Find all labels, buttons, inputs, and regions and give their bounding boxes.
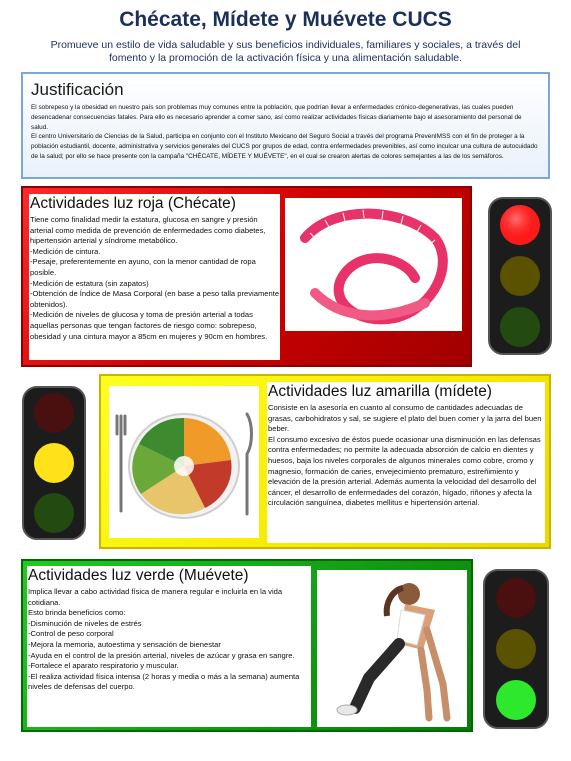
green-section-text: Implica llevar a cabo actividad física de manera regular e incluirla en la vida cotidiana. Esto brinda beneficios como: -Disminución de niveles de estrés -Control de peso corporal -Mejora la memoria, autoestima y sensación de bienestar -Ayuda en el control de la presión arterial, niveles de azúcar y grasa en sangre. -Fortalece el aparato respiratorio y muscular. -El realiza actividad física intensa (2 horas y media o más a la semana) aumenta niveles de defensas del cuerpo. bbox=[28, 587, 300, 692]
traffic-light-green-icon bbox=[482, 568, 550, 735]
exercise-woman-image bbox=[317, 570, 467, 727]
yellow-light-panel bbox=[99, 374, 551, 549]
green-section-title: Actividades luz verde (Muévete) bbox=[28, 567, 249, 584]
green-light-panel bbox=[21, 559, 473, 732]
yellow-section-title: Actividades luz amarilla (mídete) bbox=[268, 383, 492, 400]
healthy-plate-image bbox=[109, 386, 259, 538]
red-light-panel bbox=[21, 186, 472, 367]
poster-title: Chécate, Mídete y Muévete CUCS bbox=[119, 8, 452, 31]
red-section-text: Tiene como finalidad medir la estatura, glucosa en sangre y presión arterial como medida de prevención de enfermedades como diabetes, hipertensión arterial y síndrome metabólico. -Medición de cintura. -Pesaje, preferentemente en ayuno, con la menor cantidad de ropa posible. -Medición de estatura (sin zapatos) -Obtención de Índice de Masa Corporal (en base a peso talla previamente obtenidos). -Medición de niveles de glucosa y toma de presión arterial a todas aquellas personas que tengan factores de riesgo como: sobrepeso, obesidad y una cintura mayor a 85cm en mujeres y 90cm en hombres. bbox=[30, 215, 280, 341]
justificacion-title: Justificación bbox=[31, 80, 124, 99]
red-section-title: Actividades luz roja (Chécate) bbox=[30, 195, 236, 212]
traffic-light-red-icon bbox=[487, 196, 553, 361]
red-text-area bbox=[29, 194, 280, 360]
yellow-section-text: Consiste en la asesoría en cuanto al consumo de cantidades adecuadas de grasas, carbohidratos y sal, se sugiere el plato del buen comer y la jarra del buen beber. El consumo excesivo de éstos puede ocasionar una disminución en las defensas contra enfermedades; no permite la adecuada absorción de calcio en dientes y huesos, baja los niveles corporales de algunos minerales como cobre, cromo y magnesio, formación de caries, envejecimiento prematuro, estreñimiento y elevación de la presión arterial. Además aumenta la velocidad del desarrollo del cáncer, el desarrollo de enfermedades del corazón, hígado, riñones y afecta la circulación sanguínea, diabetes mellitus e hipertensión arterial. bbox=[268, 403, 542, 508]
justificacion-panel bbox=[21, 72, 550, 179]
poster-subtitle: Promueve un estilo de vida saludable y sus beneficios individuales, familiares y sociales, a través del fomento y la promoción de la activación física y una alimentación saludable. bbox=[50, 39, 521, 64]
justificacion-paragraph-2: El centro Universitario de Ciencias de la Salud, participa en conjunto con el Instituto Mexicano del Seguro Social a través del programa PrevenIMSS con el fin de proteger a la población estudiantil, docente, administrativa y servicios generales del CUCS por grupos de edad, contra enfermedades prevenibles, así como inculcar una cultura de autocuidado de la salud; por ello se hace presente con la campaña "CHÉCATE, MÍDETE Y MUÉVETE", en el cual se crearon alertas de colores semejantes a las de los semáforos. bbox=[31, 133, 538, 160]
green-text-area bbox=[27, 566, 311, 727]
traffic-light-yellow-icon bbox=[21, 385, 87, 546]
justificacion-paragraph-1: El sobrepeso y la obesidad en nuestro país son problemas muy comunes entre la población, que podrían llevar a enfermedades crónico-degenerativas, las cuales pueden desencadenar consecuencias fatales. Para ello es necesario aprender a comer sano, así como realizar actividades físicas diariamente bajo el asesoramiento del personal de salud. bbox=[31, 104, 522, 131]
yellow-text-area bbox=[267, 382, 545, 543]
measuring-tape-image bbox=[285, 198, 462, 331]
